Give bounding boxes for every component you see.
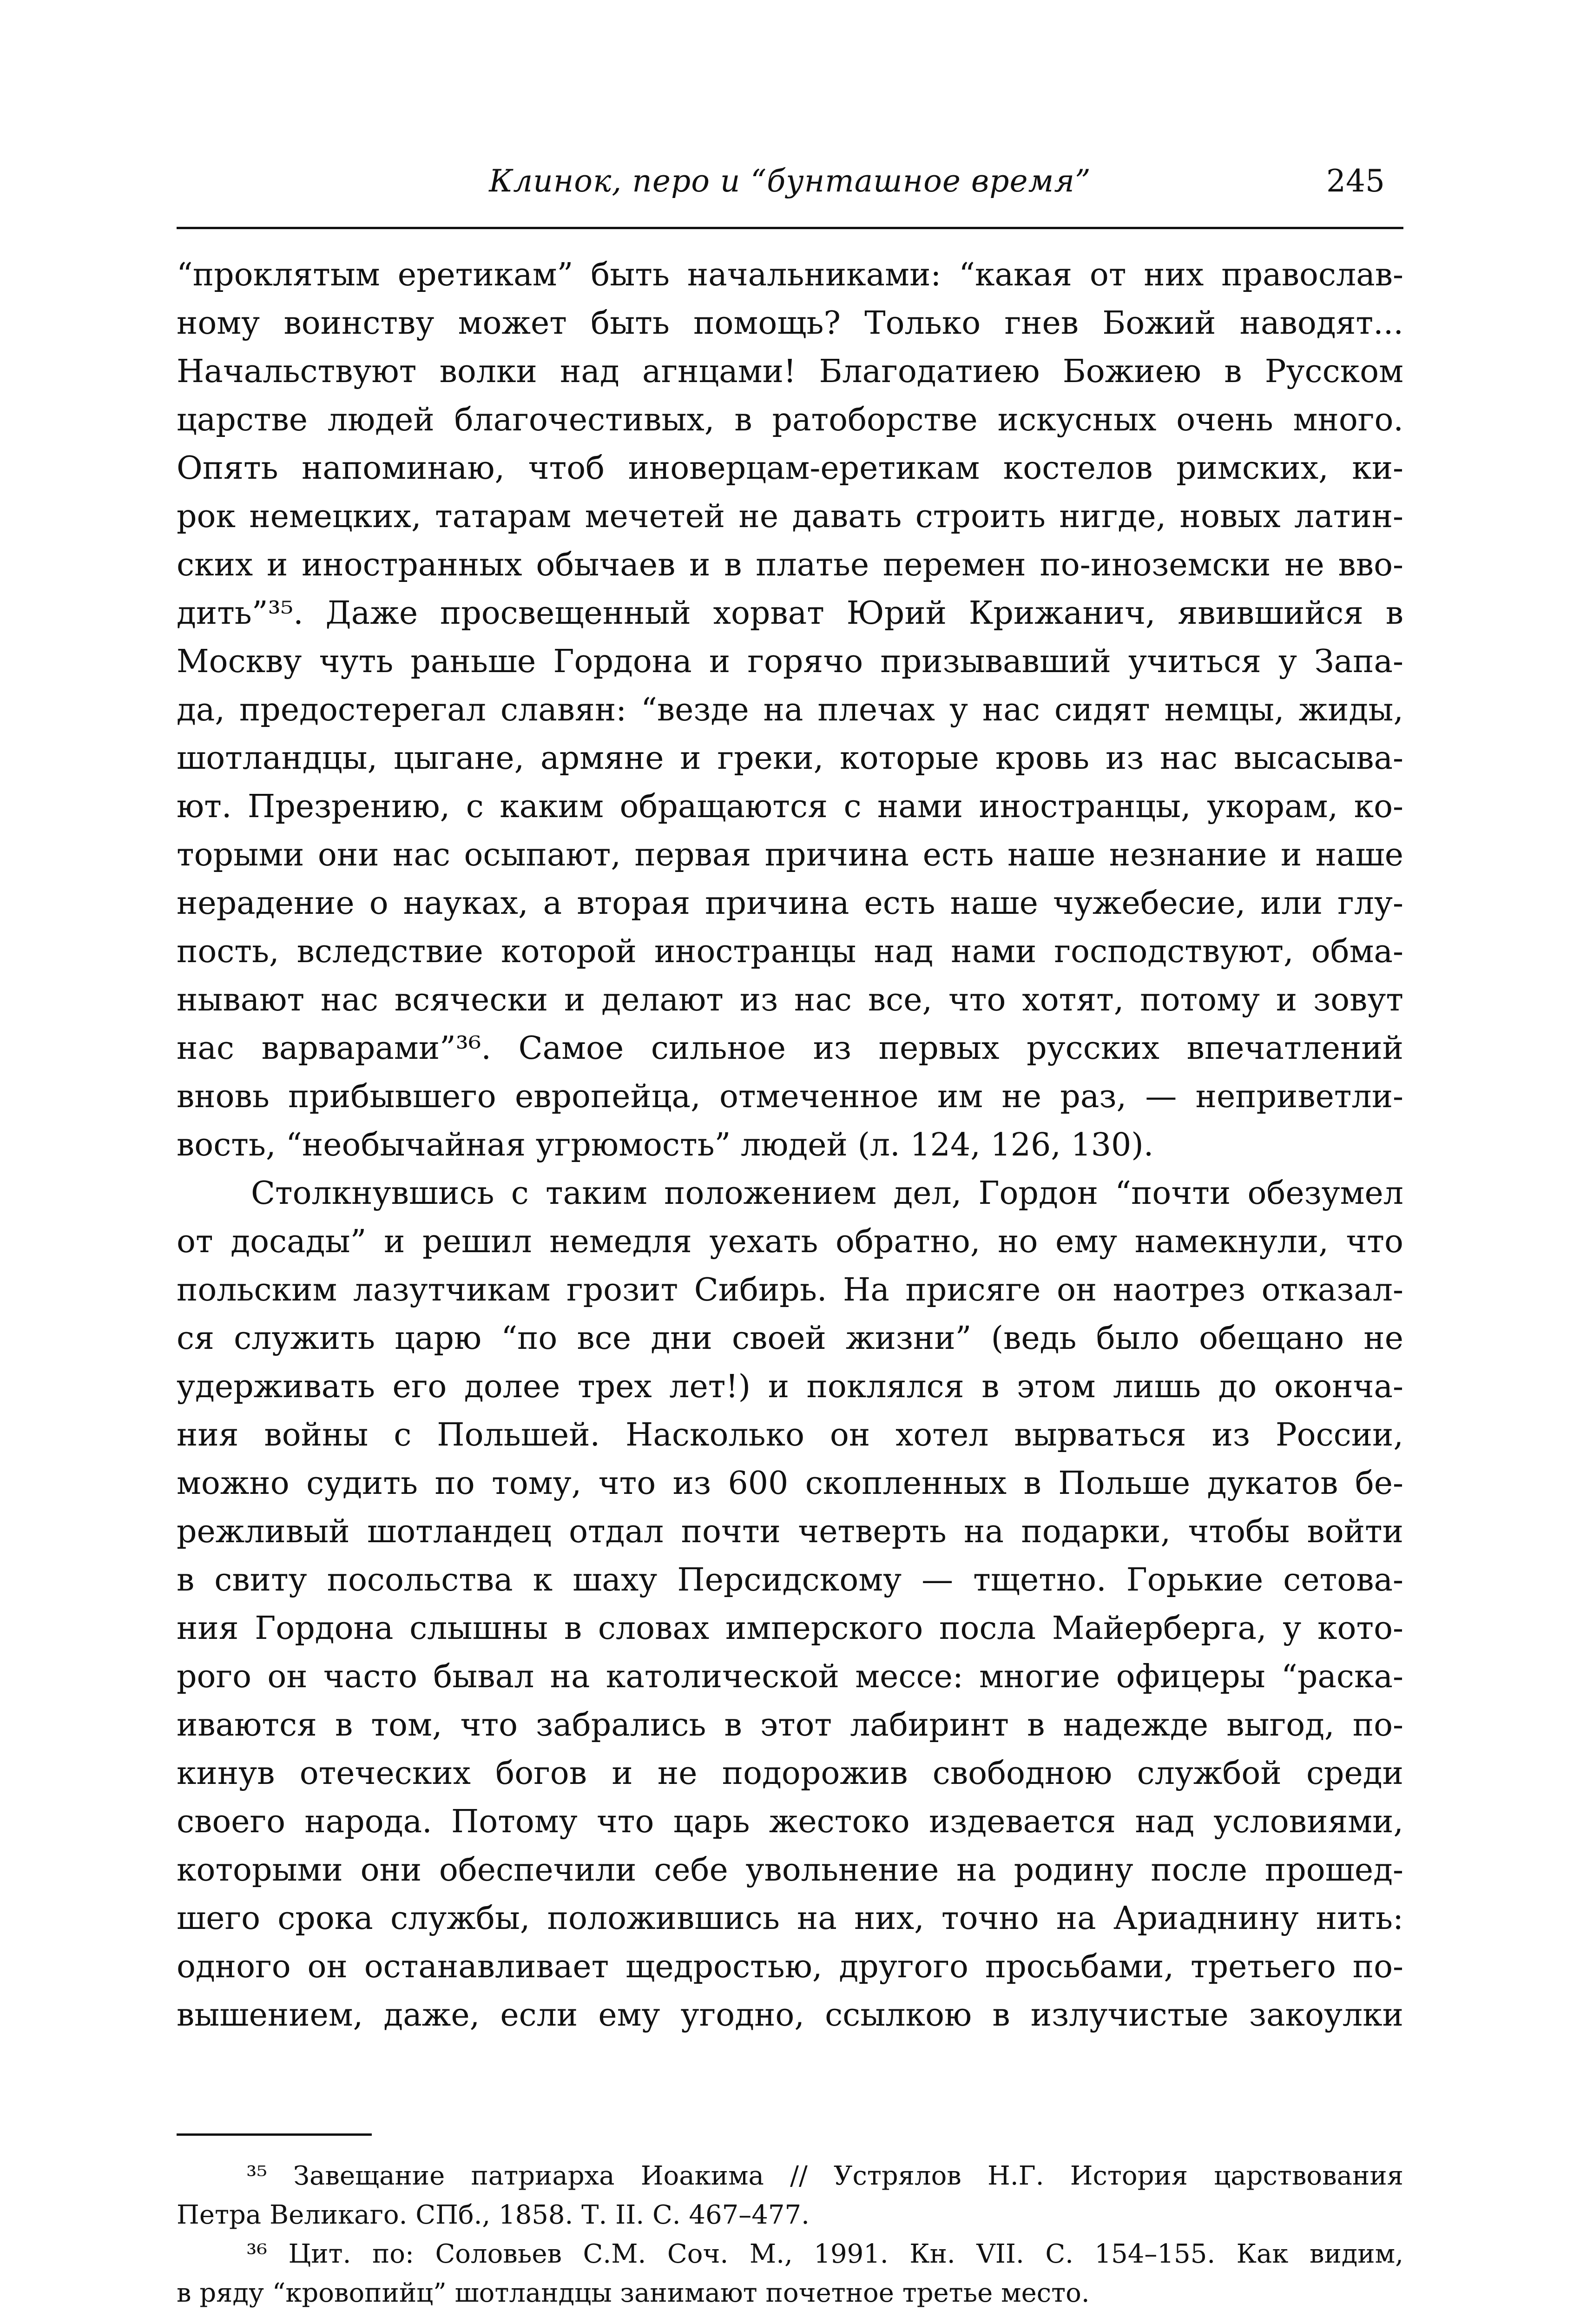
main-text bbox=[177, 251, 1403, 2040]
text-line: которыми они обеспечили себе увольнение на родину после прошед- bbox=[177, 1852, 1403, 1888]
footnote-35-line: ³⁵ Завещание патриарха Иоакима // Устрялов Н.Г. История царствования bbox=[246, 2161, 1403, 2191]
text-line: можно судить по тому, что из 600 скопленных в Польше дукатов бе- bbox=[177, 1465, 1403, 1502]
footnote-35-line: Петра Великаго. СПб., 1858. Т. II. С. 467–477. bbox=[177, 2200, 810, 2230]
page-number: 245 bbox=[1326, 163, 1385, 199]
text-line: нерадение о науках, а вторая причина есть наше чужебесие, или глу- bbox=[177, 885, 1403, 922]
text-line: пость, вследствие которой иностранцы над нами господствуют, обма- bbox=[177, 933, 1403, 970]
text-line: вышением, даже, если ему угодно, ссылкою в излучистые закоулки bbox=[177, 1997, 1403, 2034]
text-line: одного он останавливает щедростью, другого просьбами, третьего по- bbox=[177, 1948, 1403, 1985]
text-line: дить”³⁵. Даже просвещенный хорват Юрий Крижанич, явившийся в bbox=[177, 595, 1403, 632]
text-line: вновь прибывшего европейца, отмеченное им не раз, — неприветли- bbox=[177, 1078, 1403, 1115]
text-line: рого он часто бывал на католической мессе: многие офицеры “раска- bbox=[177, 1658, 1403, 1695]
text-line: польским лазутчикам грозит Сибирь. На присяге он наотрез отказал- bbox=[177, 1272, 1403, 1308]
text-line: ся служить царю “по все дни своей жизни” (ведь было обещано не bbox=[177, 1320, 1403, 1357]
footnote-rule bbox=[177, 2133, 372, 2136]
footnote-36-line: ³⁶ Цит. по: Соловьев С.М. Соч. М., 1991. Кн. VII. С. 154–155. Как видим, bbox=[246, 2239, 1403, 2269]
text-line: ют. Презрению, с каким обращаются с нами иностранцы, укорам, ко- bbox=[177, 788, 1403, 825]
text-line: ния Гордона слышны в словах имперского посла Майерберга, у кото- bbox=[177, 1610, 1403, 1647]
text-line: Москву чуть раньше Гордона и горячо призывавший учиться у Запа- bbox=[177, 643, 1403, 680]
paragraph-end-line: вость, “необычайная угрюмость” людей (л. 124, 126, 130). bbox=[177, 1127, 1154, 1163]
text-line: “проклятым еретикам” быть начальниками: “какая от них православ- bbox=[177, 257, 1403, 293]
text-line: ских и иностранных обычаев и в платье перемен по-иноземски не вво- bbox=[177, 547, 1403, 583]
text-line: шего срока службы, положившись на них, точно на Ариаднину нить: bbox=[177, 1900, 1403, 1937]
paragraph-first-line: Столкнувшись с таким положением дел, Гордон “почти обезумел bbox=[251, 1175, 1403, 1212]
text-line: в свиту посольства к шаху Персидскому — тщетно. Горькие сетова- bbox=[177, 1562, 1403, 1598]
text-line: да, предостерегал славян: “везде на плечах у нас сидят немцы, жиды, bbox=[177, 692, 1403, 728]
footnotes bbox=[177, 2157, 1403, 2313]
text-line: нас варварами”³⁶. Самое сильное из первых русских впечатлений bbox=[177, 1030, 1403, 1067]
text-line: нывают нас всячески и делают из нас все, что хотят, потому и зовут bbox=[177, 982, 1403, 1018]
text-line: Начальствуют волки над агнцами! Благодатиею Божиею в Русском bbox=[177, 353, 1403, 390]
header-rule bbox=[177, 227, 1403, 229]
text-line: царстве людей благочестивых, в ратоборстве искусных очень много. bbox=[177, 402, 1403, 438]
text-line: Опять напоминаю, чтоб иноверцам-еретикам костелов римских, ки- bbox=[177, 450, 1403, 487]
text-line: кинув отеческих богов и не подорожив свободною службой среди bbox=[177, 1755, 1403, 1792]
text-line: своего народа. Потому что царь жестоко издевается над условиями, bbox=[177, 1803, 1403, 1840]
text-line: от досады” и решил немедля уехать обратно, но ему намекнули, что bbox=[177, 1223, 1403, 1260]
text-line: торыми они нас осыпают, первая причина есть наше незнание и наше bbox=[177, 837, 1403, 873]
text-line: ния войны с Польшей. Насколько он хотел вырваться из России, bbox=[177, 1417, 1403, 1453]
text-line: рок немецких, татарам мечетей не давать строить нигде, новых латин- bbox=[177, 498, 1403, 535]
text-line: режливый шотландец отдал почти четверть на подарки, чтобы войти bbox=[177, 1513, 1403, 1550]
running-title: Клинок, перо и “бунташное время” bbox=[489, 163, 1091, 199]
running-head bbox=[177, 160, 1403, 211]
text-line: шотландцы, цыгане, армяне и греки, которые кровь из нас высасыва- bbox=[177, 740, 1403, 777]
text-line: иваются в том, что забрались в этот лабиринт в надежде выгод, по- bbox=[177, 1707, 1403, 1743]
text-line: ному воинству может быть помощь? Только гнев Божий наводят... bbox=[177, 305, 1403, 342]
text-line: удерживать его долее трех лет!) и поклялся в этом лишь до оконча- bbox=[177, 1368, 1403, 1405]
footnote-36-line: в ряду “кровопийц” шотландцы занимают почетное третье место. bbox=[177, 2278, 1090, 2308]
